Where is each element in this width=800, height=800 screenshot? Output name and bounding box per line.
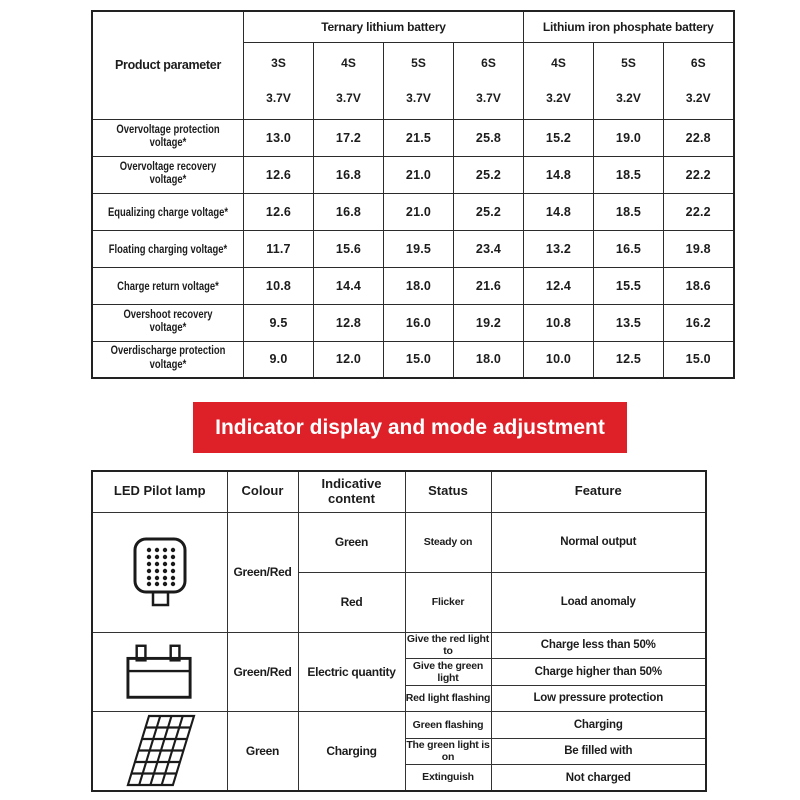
param-value: 14.4 <box>314 267 384 304</box>
param-value: 14.8 <box>524 193 594 230</box>
param-value: 13.0 <box>244 119 314 156</box>
table-row <box>92 267 734 304</box>
status-value: Extinguish <box>405 765 491 792</box>
column-header-5s-3v7: 5S 3.7V <box>384 42 454 119</box>
param-value: 15.0 <box>664 341 734 378</box>
param-value: 22.2 <box>664 156 734 193</box>
param-value: 22.2 <box>664 193 734 230</box>
param-value: 16.0 <box>384 304 454 341</box>
param-value: 15.6 <box>314 230 384 267</box>
status-value: Steady on <box>405 512 491 572</box>
param-row-label: Floating charging voltage* <box>92 230 244 267</box>
indicative-value: Charging <box>298 712 405 792</box>
param-value: 18.5 <box>594 193 664 230</box>
param-value: 25.8 <box>454 119 524 156</box>
status-value: Give the green light <box>405 659 491 686</box>
status-value: Give the red light to <box>406 633 490 658</box>
column-header-6s-3v7: 6S 3.7V <box>454 42 524 119</box>
led-indicator-table <box>91 470 707 792</box>
column-header-4s-3v2: 4S 3.2V <box>524 42 594 119</box>
param-value: 12.5 <box>594 341 664 378</box>
param-value: 10.8 <box>524 304 594 341</box>
header-indicative-content: Indicative content <box>298 471 405 512</box>
feature-value: Low pressure protection <box>491 685 706 712</box>
param-value: 19.0 <box>594 119 664 156</box>
feature-value: Normal output <box>491 512 706 572</box>
param-value: 9.0 <box>244 341 314 378</box>
param-value: 12.8 <box>314 304 384 341</box>
table-row <box>92 632 706 659</box>
param-value: 16.5 <box>594 230 664 267</box>
param-value: 18.0 <box>454 341 524 378</box>
header-colour: Colour <box>227 471 298 512</box>
table-row <box>92 119 734 156</box>
status-value: Red light flashing <box>405 685 491 712</box>
table-row <box>92 304 734 341</box>
param-value: 9.5 <box>244 304 314 341</box>
header-led-pilot-lamp: LED Pilot lamp <box>92 471 227 512</box>
param-value: 21.6 <box>454 267 524 304</box>
param-value: 13.5 <box>594 304 664 341</box>
param-value: 21.0 <box>384 193 454 230</box>
table-row <box>92 341 734 378</box>
table-row <box>92 156 734 193</box>
param-value: 21.5 <box>384 119 454 156</box>
table-row <box>92 712 706 739</box>
param-row-label: Overvoltage recovery voltage* <box>92 156 244 193</box>
param-value: 19.5 <box>384 230 454 267</box>
feature-value: Load anomaly <box>491 572 706 632</box>
table-row <box>92 230 734 267</box>
param-value: 23.4 <box>454 230 524 267</box>
param-value: 12.4 <box>524 267 594 304</box>
param-value: 10.8 <box>244 267 314 304</box>
param-value: 15.0 <box>384 341 454 378</box>
column-header-4s-3v7: 4S 3.7V <box>314 42 384 119</box>
page-title: Product parameter <box>92 11 244 119</box>
param-value: 16.8 <box>314 156 384 193</box>
param-value: 18.6 <box>664 267 734 304</box>
param-value: 22.8 <box>664 119 734 156</box>
battery-icon <box>92 632 227 712</box>
status-value: The green light is on <box>406 739 490 764</box>
param-value: 19.8 <box>664 230 734 267</box>
param-value: 16.2 <box>664 304 734 341</box>
column-header-5s-3v2: 5S 3.2V <box>594 42 664 119</box>
section-banner: Indicator display and mode adjustment <box>193 402 627 453</box>
status-value: Flicker <box>405 572 491 632</box>
param-value: 12.0 <box>314 341 384 378</box>
param-row-label: Overvoltage protection voltage* <box>92 119 244 156</box>
column-group-ternary-lithium: Ternary lithium battery <box>244 11 524 42</box>
feature-value: Charge less than 50% <box>491 632 706 659</box>
status-value: Green flashing <box>405 712 491 739</box>
param-value: 17.2 <box>314 119 384 156</box>
feature-value: Not charged <box>491 765 706 792</box>
colour-value: Green <box>227 712 298 792</box>
param-row-label: Overshoot recovery voltage* <box>92 304 244 341</box>
header-feature: Feature <box>491 471 706 512</box>
feature-value: Be filled with <box>491 738 706 765</box>
param-value: 15.5 <box>594 267 664 304</box>
param-value: 25.2 <box>454 156 524 193</box>
colour-value: Green/Red <box>227 512 298 632</box>
param-row-label: Charge return voltage* <box>92 267 244 304</box>
param-value: 18.0 <box>384 267 454 304</box>
param-value: 25.2 <box>454 193 524 230</box>
param-value: 11.7 <box>244 230 314 267</box>
param-value: 14.8 <box>524 156 594 193</box>
indicative-value: Green <box>298 512 405 572</box>
param-value: 13.2 <box>524 230 594 267</box>
column-group-lithium-iron-phosphate: Lithium iron phosphate battery <box>524 11 734 42</box>
param-value: 12.6 <box>244 156 314 193</box>
indicative-value: Electric quantity <box>298 632 405 712</box>
column-header-6s-3v2: 6S 3.2V <box>664 42 734 119</box>
feature-value: Charge higher than 50% <box>491 659 706 686</box>
product-parameter-table <box>91 10 735 379</box>
param-value: 15.2 <box>524 119 594 156</box>
solar-panel-icon <box>92 712 227 792</box>
param-value: 18.5 <box>594 156 664 193</box>
indicative-value: Red <box>298 572 405 632</box>
param-value: 16.8 <box>314 193 384 230</box>
column-header-3s-3v7: 3S 3.7V <box>244 42 314 119</box>
table-row <box>92 512 706 572</box>
colour-value: Green/Red <box>227 632 298 712</box>
param-value: 12.6 <box>244 193 314 230</box>
led-lamp-icon <box>92 512 227 632</box>
param-row-label: Overdischarge protection voltage* <box>92 341 244 378</box>
header-status: Status <box>405 471 491 512</box>
param-value: 21.0 <box>384 156 454 193</box>
param-value: 19.2 <box>454 304 524 341</box>
param-value: 10.0 <box>524 341 594 378</box>
param-row-label: Equalizing charge voltage* <box>92 193 244 230</box>
feature-value: Charging <box>491 712 706 739</box>
table-row <box>92 193 734 230</box>
